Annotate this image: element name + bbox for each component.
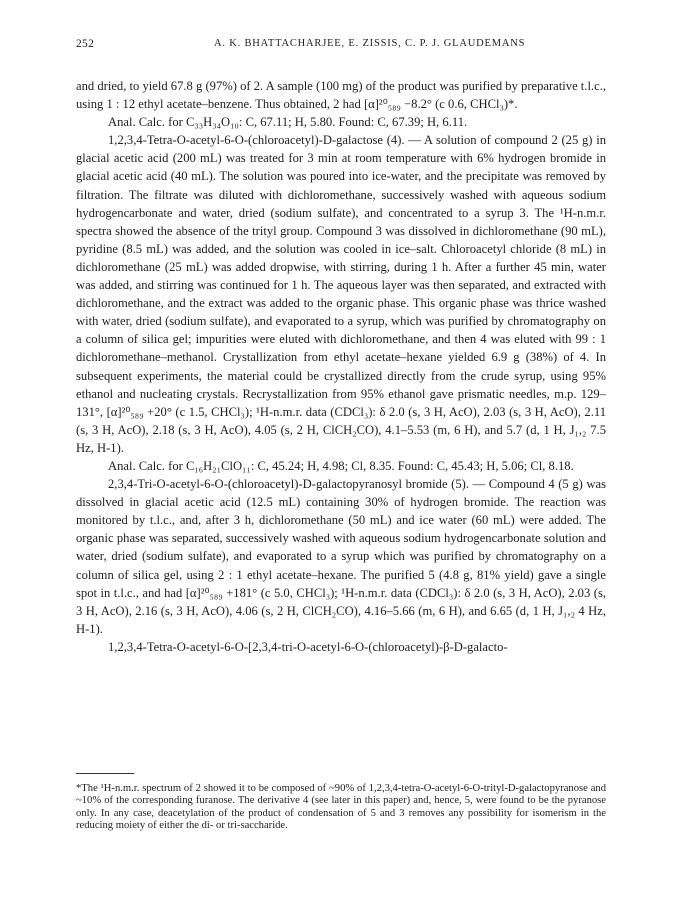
paragraph-compound-4: 1,2,3,4-Tetra-O-acetyl-6-O-(chloroacetyl)-D-galactose (4). — A solution of compound 2 (25 g) in glacial acetic acid (200 mL) was treated for 3 min at room temperature with 6% hydrogen bromide in glacial acetic acid (40 mL). The solution was poured into ice-water, and the precipitate was removed by filtration. The filtrate was diluted with dichloromethane, successively washed with aqueous sodium hydrogencarbonate and water, dried (sodium sulfate), and concentrated to a syrup 3. The ¹H-n.m.r. spectra showed the absence of the trityl group. Compound 3 was dissolved in dichloromethane (90 mL), pyridine (8.5 mL) was added, and the solution was cooled in ice–salt. Chloroacetyl chloride (8 mL) in dichloromethane (25 mL) was added dropwise, with stirring, during 1 h. After a further 45 min, water was added, and stirring was continued for 1 h. The aqueous layer was then separated, and extracted with dichloromethane, and the extract was added to the organic phase. This organic phase was thrice washed with water, dried (sodium sulfate), and evaporated to a syrup, which was purified by chromatography on a column of silica gel; impurities were eluted with dichloromethane, and then 4 was eluted with 99 : 1 dichloromethane–methanol. Crystallization from ethyl acetate–hexane yielded 6.9 g (38%) of 4. In subsequent experiments, the material could be crystallized directly from the crude syrup, using 95% ethanol and nucleating crystals. Recrystallization from 95% ethanol gave prismatic needles, m.p. 129–131°, [α]²⁰₅₈₉ +20° (c 1.5, CHCl₃); ¹H-n.m.r. data (CDCl₃): δ 2.0 (s, 3 H, AcO), 2.03 (s, 3 H, AcO), 2.11 (s, 3 H, AcO), 2.18 (s, 3 H, AcO), 4.05 (s, 2 H, ClCH₂CO), 4.1–5.53 (m, 6 H), and 5.7 (d, 1 H, J₁,₂ 7.5 Hz, H-1). [76,133,606,455]
paragraph-analysis-2: Anal. Calc. for C₃₃H₃₄O₁₀: C, 67.11; H, 5.80. Found: C, 67.39; H, 6.11. [108,115,468,130]
paragraph-next-compound-heading: 1,2,3,4-Tetra-O-acetyl-6-O-[2,3,4-tri-O-acetyl-6-O-(chloroacetyl)-β-D-galacto- [108,639,508,654]
footnote-rule [76,773,134,774]
page-number: 252 [76,38,95,50]
paragraph-compound-5: 2,3,4-Tri-O-acetyl-6-O-(chloroacetyl)-D-galactopyranosyl bromide (5). — Compound 4 (5 g) was dissolved in glacial acetic acid (12.5 mL) containing 30% of hydrogen bromide. The reaction was monitored by t.l.c., and, after 3 h, dichloromethane (50 mL) and ice water (60 mL) were added. The organic phase was separated, successively washed with aqueous sodium hydrogencarbonate solution and water, dried (sodium sulfate), and evaporated to a syrup which was purified by chromatography on a column of silica gel, using 2 : 1 ethyl acetate–hexane. The purified 5 (4.8 g, 81% yield) gave a single spot in t.l.c., and had [α]²⁰₅₈₉ +181° (c 5.0, CHCl₃); ¹H-n.m.r. data (CDCl₃): δ 2.0 (s, 3 H, AcO), 2.03 (s, 3 H, AcO), 2.16 (s, 3 H, AcO), 4.06 (s, 2 H, ClCH₂CO), 4.16–5.66 (m, 6 H), and 6.65 (d, 1 H, J₁,₂ 4 Hz, H-1). [76,477,606,636]
running-head-authors: A. K. BHATTACHARJEE, E. ZISSIS, C. P. J. GLAUDEMANS [214,38,526,49]
footnote-text: *The ¹H-n.m.r. spectrum of 2 showed it to be composed of ~90% of 1,2,3,4-tetra-O-acetyl-6-O-trityl-D-galactopyranose and ~10% of the corresponding furanose. The derivative 4 (see later in this paper) and, hence, 5, were found to be the pyranose only. In any case, deacetylation of the product of condensation of 5 and 3 removes any possibility for isomerism in the reducing moiety of either the di- or tri-saccharide. [76,783,606,832]
paragraph-continuation: and dried, to yield 67.8 g (97%) of 2. A sample (100 mg) of the product was purified by preparative t.l.c., using 1 : 12 ethyl acetate–benzene. Thus obtained, 2 had [α]²⁰₅₈₉ −8.2° (c 0.6, CHCl₃)*. [76,79,606,112]
paragraph-analysis-4: Anal. Calc. for C₁₆H₂₁ClO₁₁: C, 45.24; H, 4.98; Cl, 8.35. Found: C, 45.43; H, 5.06; Cl, 8.18. [108,458,574,473]
main-text [76,77,606,656]
footnote [76,783,606,833]
